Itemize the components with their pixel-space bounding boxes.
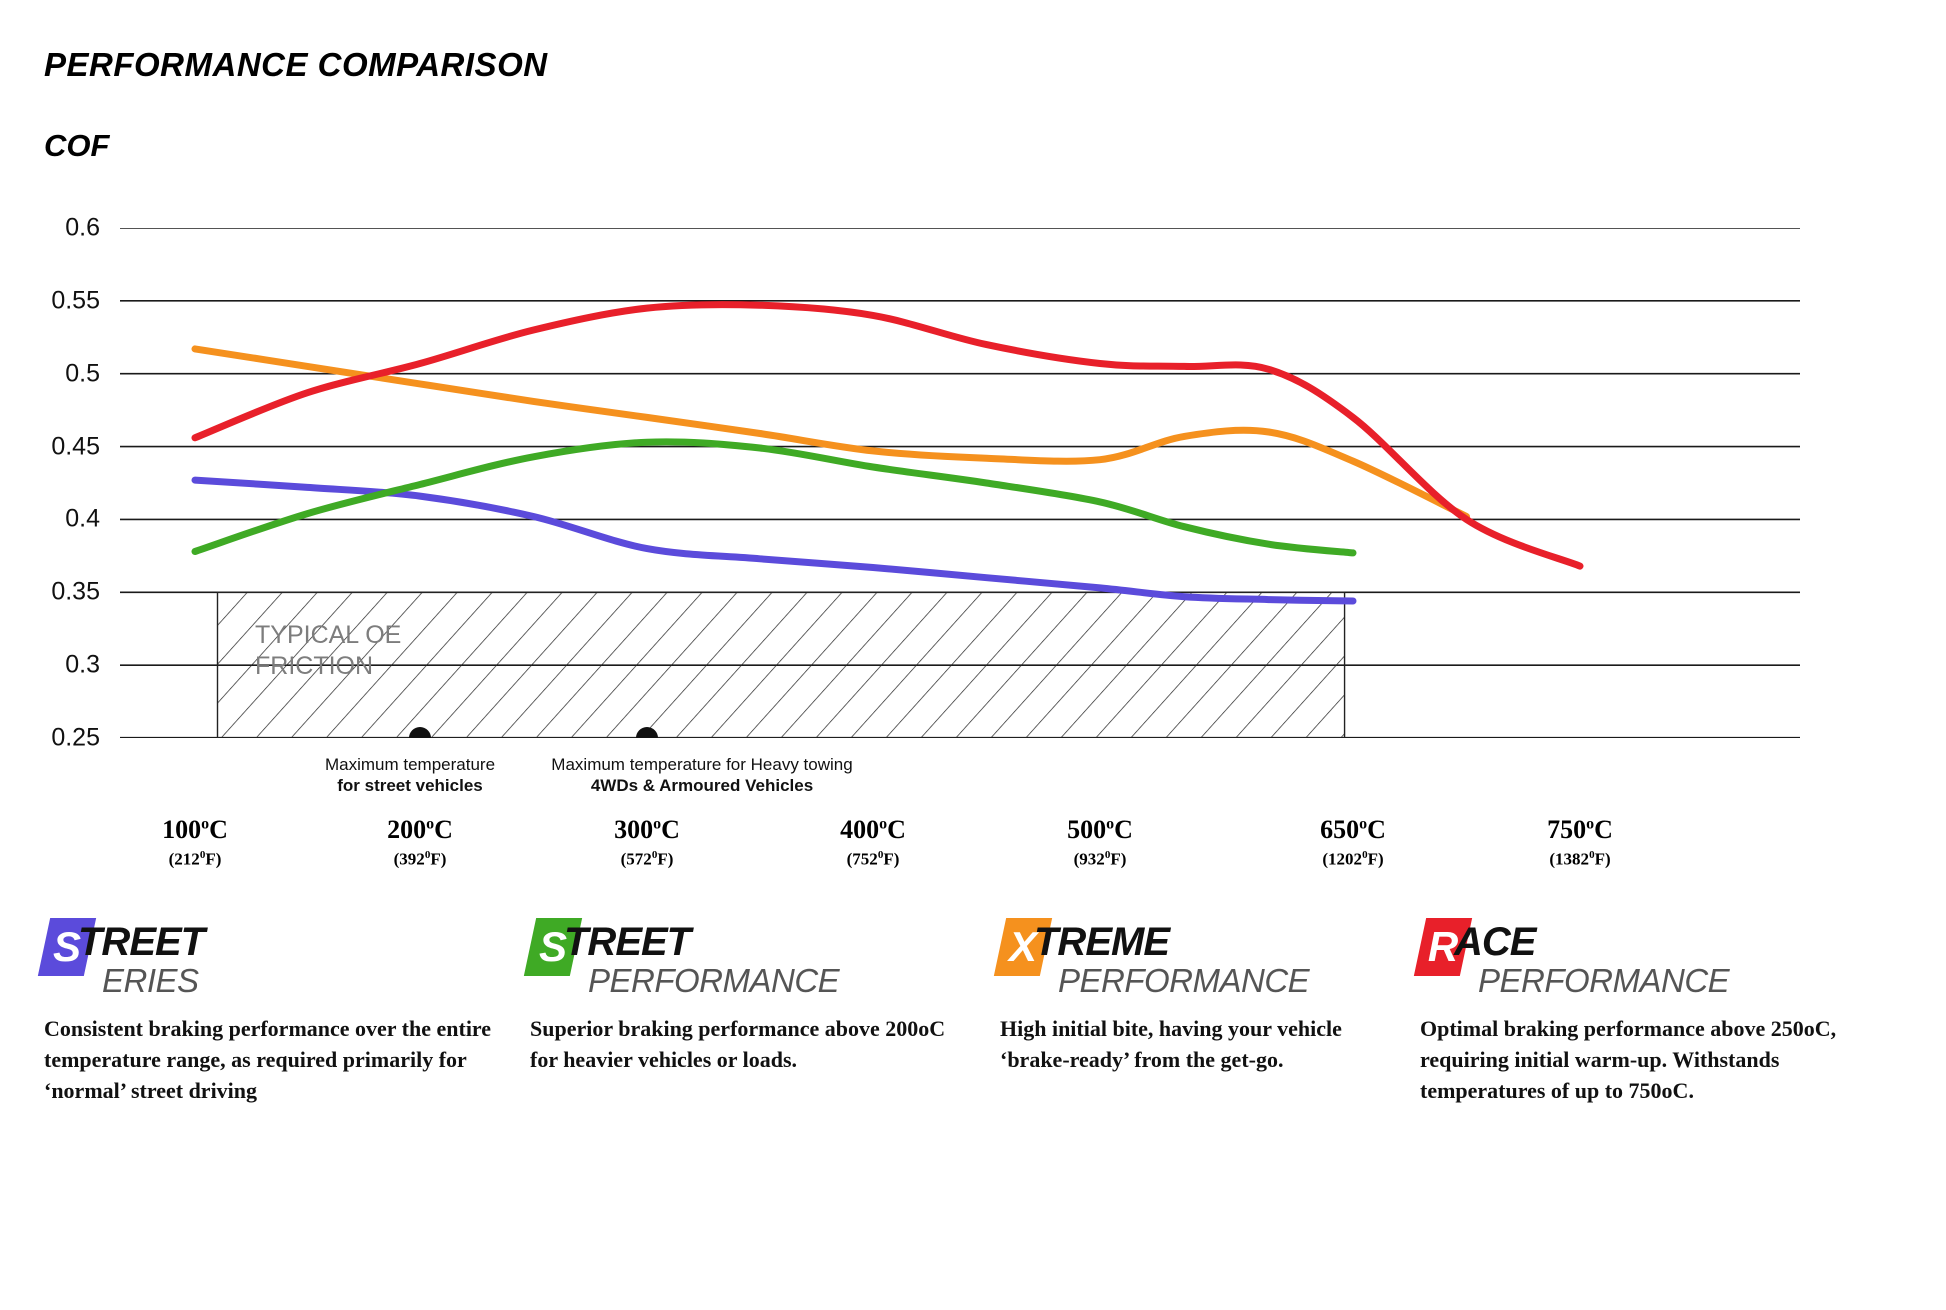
series-line — [195, 305, 1580, 567]
x-axis-tick-celsius: 300$^o$C — [614, 815, 680, 844]
y-axis-title: COF — [44, 128, 110, 163]
legend-item — [44, 918, 496, 1106]
x-axis-tick-fahrenheit: $(572^0F)$ — [620, 849, 674, 869]
x-axis-tick — [1547, 815, 1613, 870]
y-axis-tick: 0.35 — [51, 577, 100, 606]
page-title: PERFORMANCE COMPARISON — [44, 46, 548, 83]
y-axis-tick: 0.5 — [65, 359, 100, 388]
x-axis-tick — [614, 815, 680, 870]
legend-description: High initial bite, having your vehicle ‘brake-ready’ from the get-go. — [1000, 1016, 1342, 1072]
brand-logo — [1000, 918, 1370, 1010]
typical-oe-label-line1: TYPICAL OE — [255, 621, 402, 649]
x-axis-tick-celsius: 500$^o$C — [1067, 815, 1133, 844]
typical-oe-label-line2: FRICTION — [255, 652, 374, 681]
y-axis-tick: 0.3 — [65, 650, 100, 679]
x-axis-tick-celsius: 200$^o$C — [387, 815, 453, 844]
legend-item — [1000, 918, 1370, 1076]
x-axis-tick — [840, 815, 906, 870]
x-axis-tick-labels — [0, 815, 1946, 885]
brand-logo — [44, 918, 496, 1010]
brand-initial: X — [1008, 923, 1037, 970]
y-axis-tick: 0.55 — [51, 286, 100, 315]
legend-item — [530, 918, 960, 1076]
marker-note — [372, 754, 1032, 797]
brand-word-primary: TREME — [1034, 920, 1169, 964]
x-axis-tick-fahrenheit: (1202$^0$F) — [1322, 849, 1384, 869]
brand-word-primary: TREET — [78, 920, 205, 964]
brand-initial: R — [1427, 923, 1459, 970]
typical-oe-label — [255, 620, 401, 683]
series-line — [195, 442, 1353, 553]
y-axis-tick: 0.45 — [51, 432, 100, 461]
x-axis-tick — [387, 815, 453, 870]
x-axis-tick-celsius: 750$^o$C — [1547, 815, 1613, 844]
y-axis-tick: 0.6 — [65, 213, 100, 242]
x-axis-tick — [162, 815, 228, 870]
brand-logo — [1420, 918, 1850, 1010]
chart-legend — [0, 918, 1946, 1248]
marker-note-line1: Maximum temperature — [324, 755, 496, 774]
y-axis-tick: 0.4 — [65, 504, 100, 533]
brand-word-secondary: PERFORMANCE — [1058, 962, 1310, 999]
brand-word-secondary: PERFORMANCE — [1478, 962, 1730, 999]
brand-word-secondary: ERIES — [102, 962, 199, 999]
x-axis-tick-fahrenheit: $(932^0F)$ — [1073, 849, 1127, 869]
x-axis-tick-celsius: 650$^o$C — [1320, 815, 1386, 844]
marker-note-line2: for street vehicles — [337, 776, 483, 796]
series-lines — [195, 305, 1580, 601]
brand-initial: S — [538, 923, 567, 970]
x-axis-tick — [1067, 815, 1133, 870]
x-axis-tick-fahrenheit: (1382$^0$F) — [1549, 849, 1611, 869]
brand-logo — [530, 918, 960, 1010]
legend-description: Optimal braking performance above 250oC, requiring initial warm-up. Withstands temperatures of up to 750oC. — [1420, 1016, 1837, 1103]
y-axis-tick: 0.25 — [51, 723, 100, 752]
marker-note-line1: Maximum temperature for Heavy towing — [551, 755, 853, 774]
x-axis-tick-celsius: 100$^o$C — [162, 815, 228, 844]
legend-description: Superior braking performance above 200oC for heavier vehicles or loads. — [530, 1016, 946, 1072]
brand-word-secondary: PERFORMANCE — [588, 962, 840, 999]
legend-item — [1420, 918, 1850, 1106]
y-axis-tick-labels — [20, 213, 100, 752]
brand-word-primary: ACE — [1454, 920, 1536, 964]
legend-description: Consistent braking performance over the entire temperature range, as required primarily for ‘normal’ street driving — [44, 1016, 492, 1103]
x-axis-tick-fahrenheit: $(212^0F)$ — [168, 849, 222, 869]
x-axis-tick-fahrenheit: $(392^0F)$ — [393, 849, 447, 869]
brand-word-primary: TREET — [564, 920, 691, 964]
x-axis-tick-celsius: 400$^o$C — [840, 815, 906, 844]
x-axis-tick — [1320, 815, 1386, 870]
brand-initial: S — [52, 923, 81, 970]
x-axis-tick-fahrenheit: $(752^0F)$ — [846, 849, 900, 869]
marker-note-line2: 4WDs & Armoured Vehicles — [590, 776, 814, 796]
